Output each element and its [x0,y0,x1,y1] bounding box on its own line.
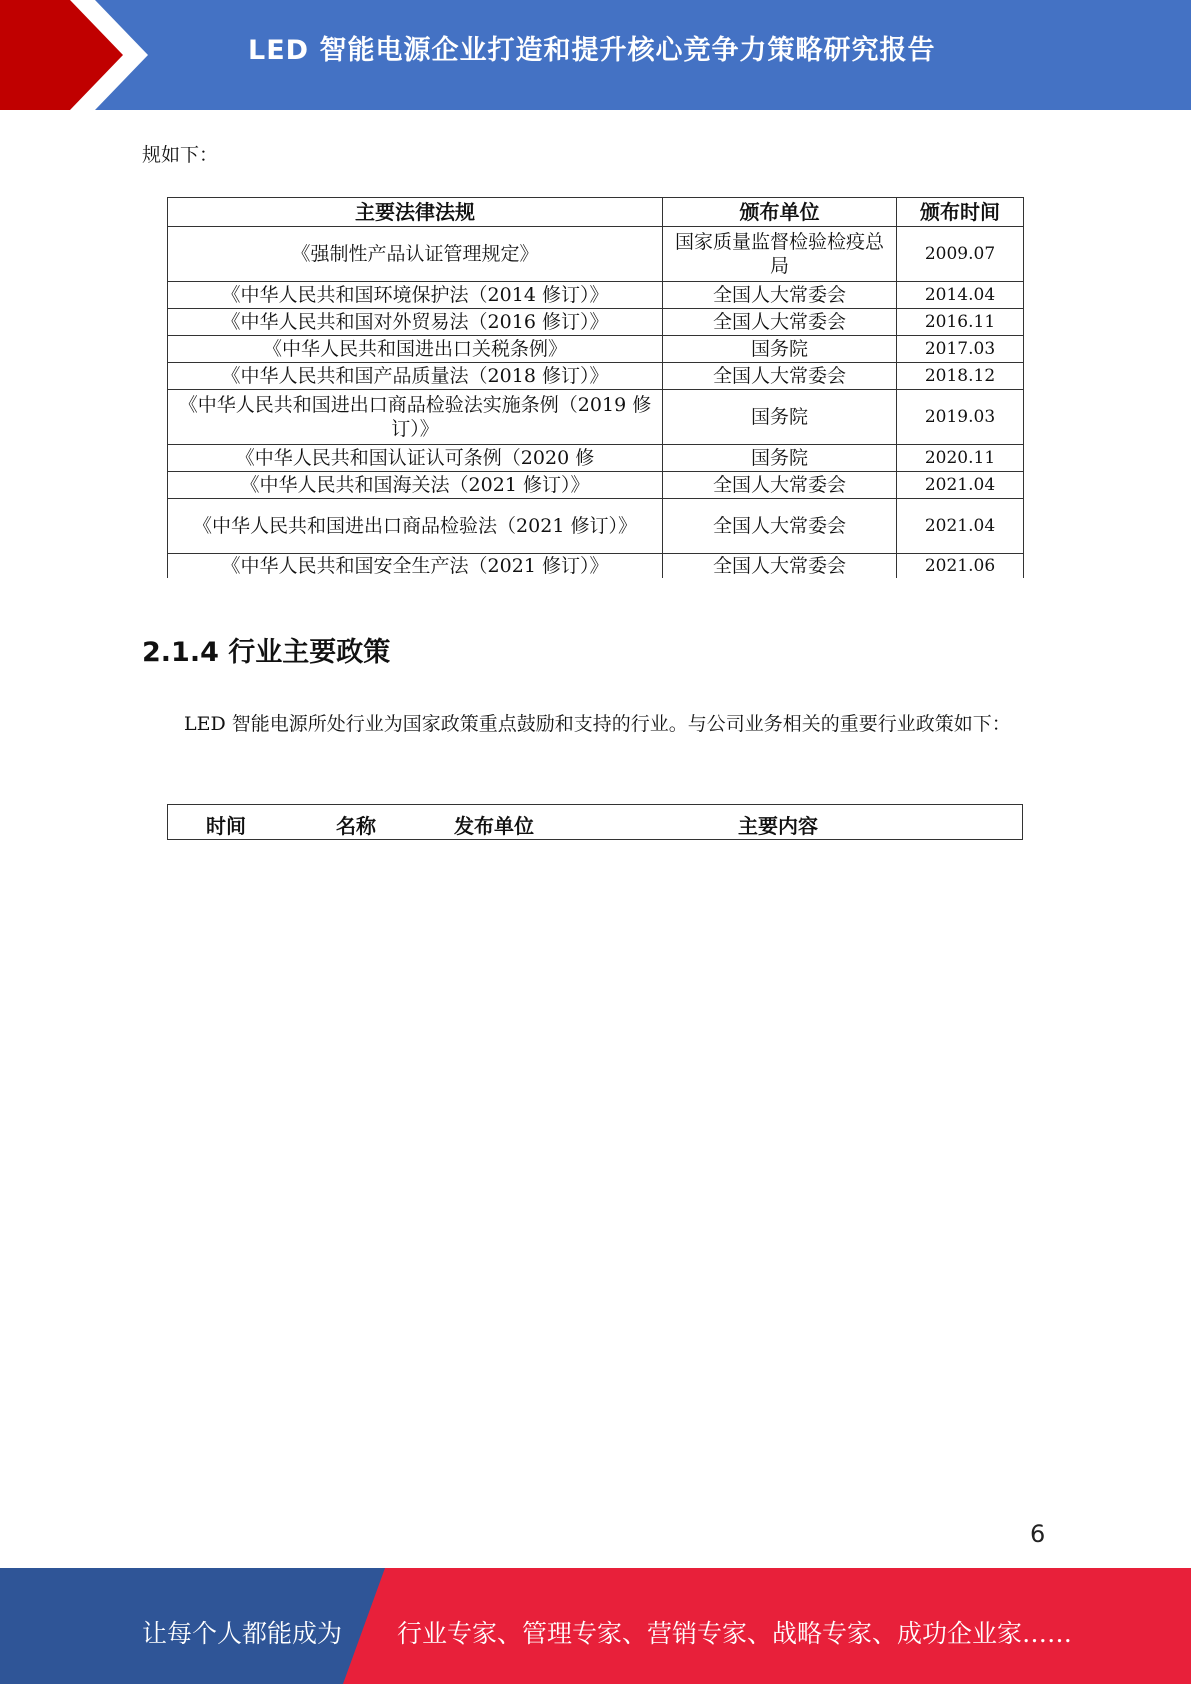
table-row [168,227,1024,282]
footer-slogan-left: 让每个人都能成为 [142,1619,343,1648]
date-cell: 2020.11 [897,445,1024,472]
issuer-cell: 全国人大常委会 [663,499,897,554]
law-name-cell: 《中华人民共和国认证认可条例（2020 修 [168,445,663,472]
section-heading: 2.1.4 行业主要政策 [142,637,391,668]
issuer-cell: 全国人大常委会 [663,282,897,309]
law-name-cell: 《中华人民共和国安全生产法（2021 修订）》 [168,554,663,579]
header-chevron-graphic [0,0,160,110]
section-paragraph: LED 智能电源所处行业为国家政策重点鼓励和支持的行业。与公司业务相关的重要行业政策如下： [184,713,1011,735]
law-name-cell: 《中华人民共和国对外贸易法（2016 修订）》 [168,309,663,336]
date-cell: 2009.07 [897,227,1024,282]
law-name-cell: 《强制性产品认证管理规定》 [168,227,663,282]
table-row [168,472,1024,499]
date-cell: 2018.12 [897,363,1024,390]
page-number: 6 [1030,1520,1046,1548]
table-row [168,554,1024,579]
footer-slogan-right: 行业专家、管理专家、营销专家、战略专家、成功企业家…… [397,1619,1073,1648]
report-title: LED 智能电源企业打造和提升核心竞争力策略研究报告 [248,35,936,66]
issuer-cell: 国务院 [663,336,897,363]
column-header: 颁布单位 [663,198,897,227]
intro-text: 规如下： [142,144,219,166]
date-cell: 2014.04 [897,282,1024,309]
issuer-cell: 全国人大常委会 [663,363,897,390]
date-cell: 2016.11 [897,309,1024,336]
table-header-row [168,198,1024,227]
law-name-cell: 《中华人民共和国海关法（2021 修订）》 [168,472,663,499]
law-name-cell: 《中华人民共和国环境保护法（2014 修订）》 [168,282,663,309]
table-row [168,499,1024,554]
issuer-cell: 全国人大常委会 [663,309,897,336]
date-cell: 2021.04 [897,499,1024,554]
date-cell: 2019.03 [897,390,1024,445]
law-name-cell: 《中华人民共和国进出口商品检验法实施条例（2019 修订）》 [168,390,663,445]
issuer-cell: 全国人大常委会 [663,472,897,499]
column-header: 时间 [206,814,246,838]
issuer-cell: 国务院 [663,445,897,472]
column-header: 主要内容 [738,814,818,838]
law-table [167,197,1024,578]
policy-table-header [167,804,1023,840]
issuer-cell: 国家质量监督检验检疫总局 [663,227,897,282]
law-name-cell: 《中华人民共和国进出口商品检验法（2021 修订）》 [168,499,663,554]
issuer-cell: 全国人大常委会 [663,554,897,579]
issuer-cell: 国务院 [663,390,897,445]
column-header: 发布单位 [454,814,534,838]
table-row [168,445,1024,472]
law-name-cell: 《中华人民共和国产品质量法（2018 修订）》 [168,363,663,390]
table-row [168,363,1024,390]
footer-band [0,1568,1191,1684]
table-row [168,309,1024,336]
table-row [168,336,1024,363]
table-row [168,390,1024,445]
column-header: 颁布时间 [897,198,1024,227]
date-cell: 2021.04 [897,472,1024,499]
column-header: 主要法律法规 [168,198,663,227]
date-cell: 2021.06 [897,554,1024,579]
law-name-cell: 《中华人民共和国进出口关税条例》 [168,336,663,363]
column-header: 名称 [336,814,376,838]
header-band [0,0,1191,110]
date-cell: 2017.03 [897,336,1024,363]
table-row [168,282,1024,309]
